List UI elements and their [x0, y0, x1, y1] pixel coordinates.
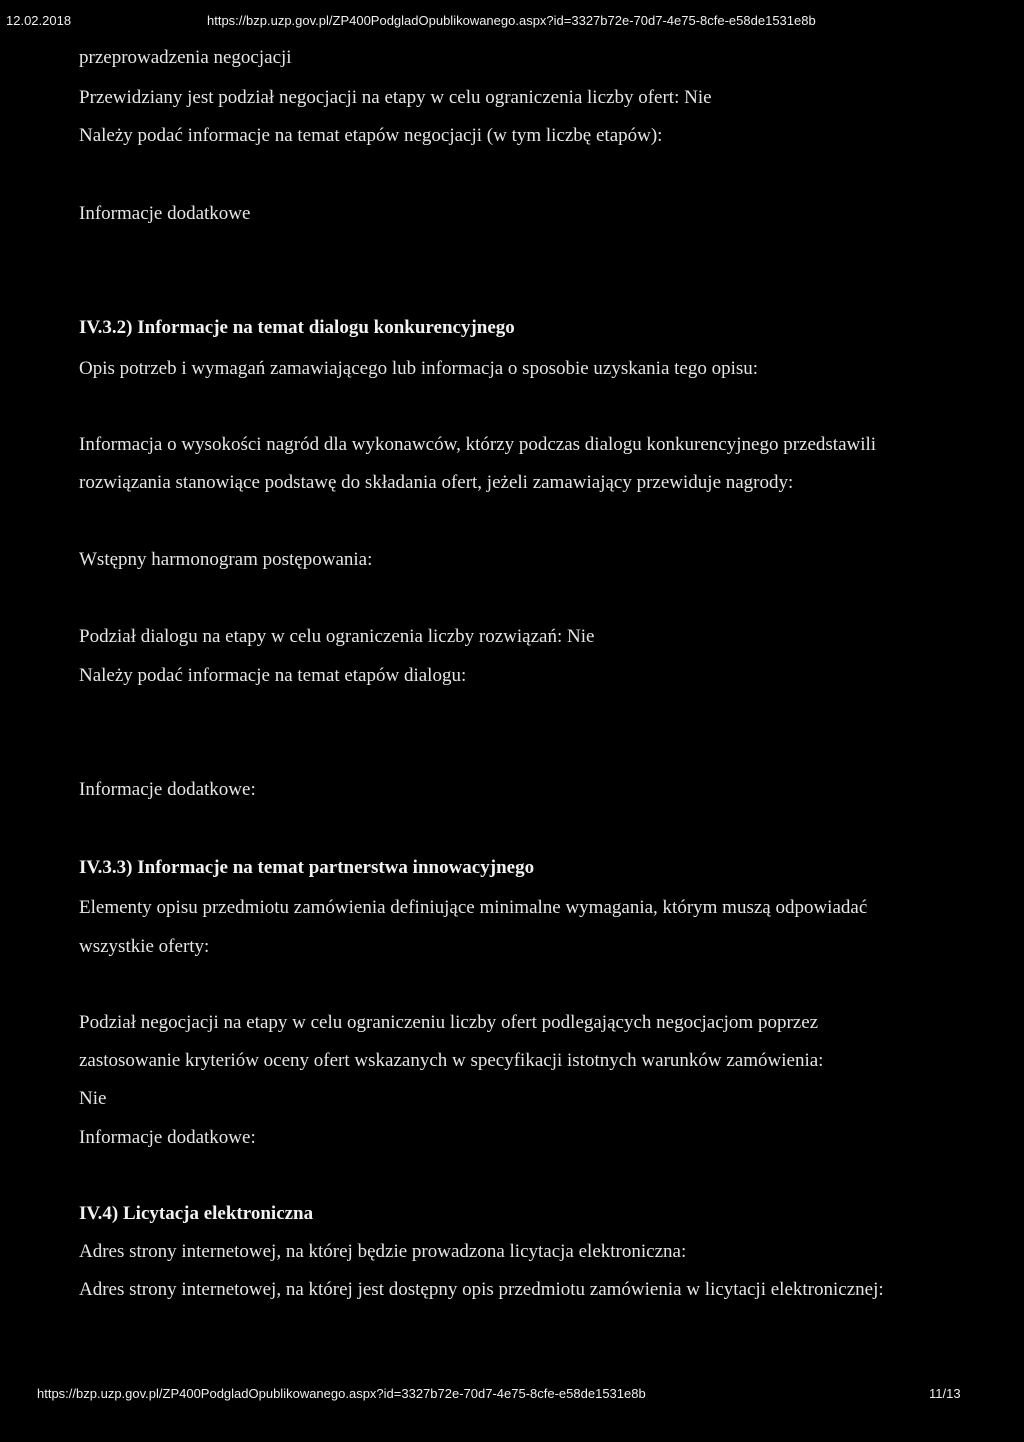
text-line: rozwiązania stanowiące podstawę do składania ofert, jeżeli zamawiający przewiduje nagrody:	[79, 472, 794, 493]
text-line: Informacje dodatkowe:	[79, 1127, 256, 1148]
footer-url: https://bzp.uzp.gov.pl/ZP400PodgladOpublikowanego.aspx?id=3327b72e-70d7-4e75-8cfe-e58de1531e8b	[37, 1386, 646, 1401]
section-heading-iv-4: IV.4) Licytacja elektroniczna	[79, 1203, 314, 1224]
text-line: Nie	[79, 1088, 107, 1109]
text-line: Wstępny harmonogram postępowania:	[79, 549, 373, 570]
text-line: wszystkie oferty:	[79, 936, 210, 957]
text-line: Podział negocjacji na etapy w celu ograniczeniu liczby ofert podlegających negocjacjom poprzez	[79, 1012, 819, 1033]
text-line: Opis potrzeb i wymagań zamawiającego lub informacja o sposobie uzyskania tego opisu:	[79, 358, 759, 379]
text-line: Podział dialogu na etapy w celu ograniczenia liczby rozwiązań: Nie	[79, 626, 595, 647]
page-number: 11/13	[929, 1386, 961, 1401]
text-line: zastosowanie kryteriów oceny ofert wskazanych w specyfikacji istotnych warunków zamówienia:	[79, 1050, 824, 1071]
text-line: Informacja o wysokości nagród dla wykonawców, którzy podczas dialogu konkurencyjnego przedstawili	[79, 434, 877, 455]
section-heading-iv-3-3: IV.3.3) Informacje na temat partnerstwa innowacyjnego	[79, 857, 535, 878]
print-date: 12.02.2018	[6, 13, 72, 28]
text-line: Adres strony internetowej, na której jest dostępny opis przedmiotu zamówienia w licytacji elektronicznej:	[79, 1279, 884, 1300]
text-line: Adres strony internetowej, na której będzie prowadzona licytacja elektroniczna:	[79, 1241, 687, 1262]
section-heading-iv-3-2: IV.3.2) Informacje na temat dialogu konkurencyjnego	[79, 317, 515, 338]
header-url: https://bzp.uzp.gov.pl/ZP400PodgladOpublikowanego.aspx?id=3327b72e-70d7-4e75-8cfe-e58de1531e8b	[207, 13, 816, 28]
text-line: Informacje dodatkowe	[79, 203, 251, 224]
text-line: Informacje dodatkowe:	[79, 779, 256, 800]
text-line: Należy podać informacje na temat etapów negocjacji (w tym liczbę etapów):	[79, 125, 663, 146]
text-line: przeprowadzenia negocjacji	[79, 47, 292, 68]
text-line: Przewidziany jest podział negocjacji na etapy w celu ograniczenia liczby ofert: Nie	[79, 87, 712, 108]
text-line: Elementy opisu przedmiotu zamówienia definiujące minimalne wymagania, którym muszą odpowiadać	[79, 897, 868, 918]
text-line: Należy podać informacje na temat etapów dialogu:	[79, 665, 467, 686]
